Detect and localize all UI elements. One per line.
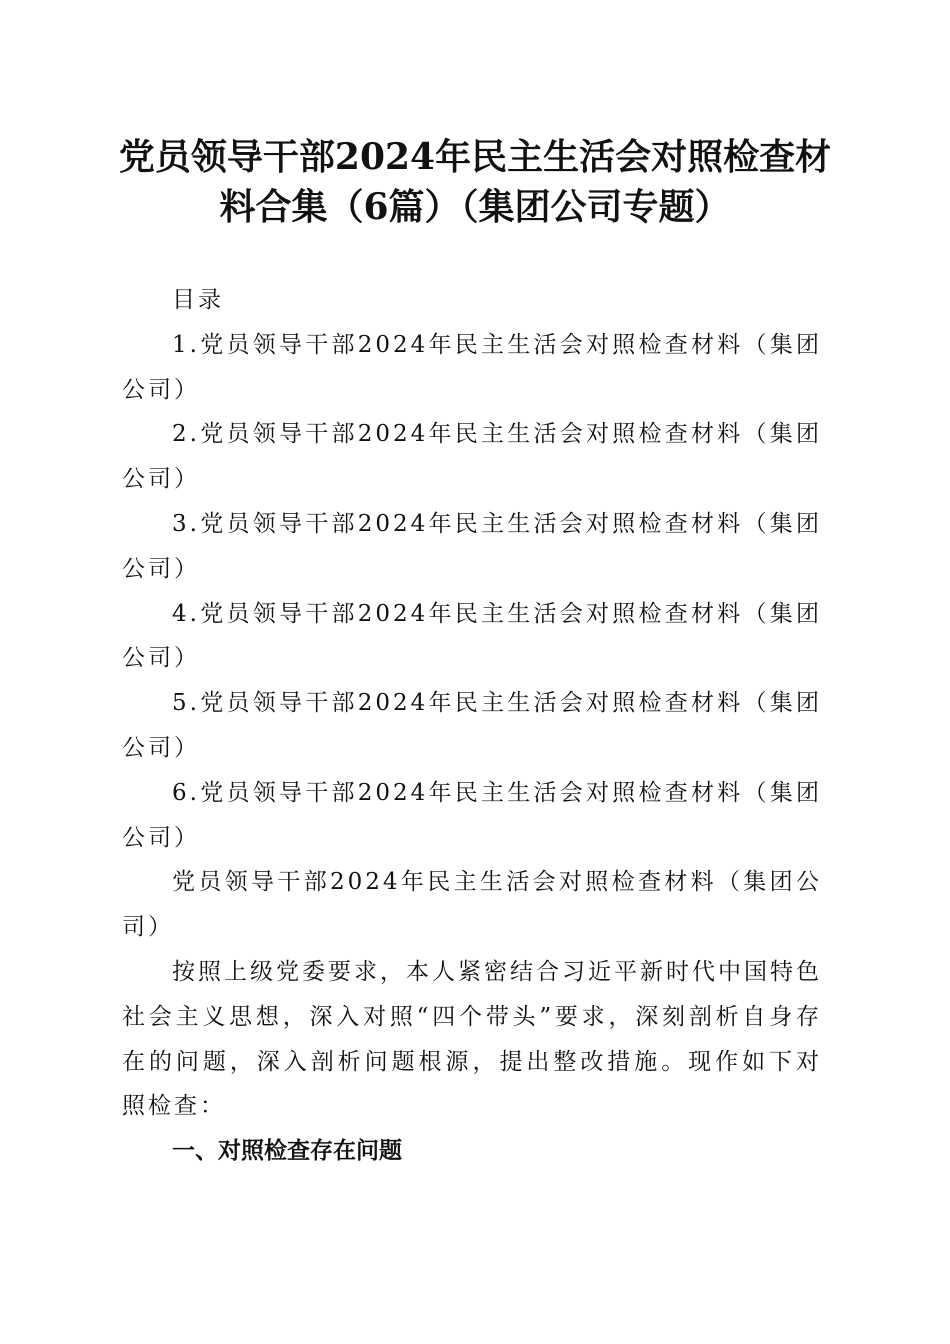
toc-item-4: 4.党员领导干部2024年民主生活会对照检查材料（集团公司） xyxy=(122,600,822,672)
document-title: 党员领导干部2024年民主生活会对照检查材料合集（6篇）（集团公司专题） xyxy=(118,136,832,228)
toc-item-1: 1.党员领导干部2024年民主生活会对照检查材料（集团公司） xyxy=(122,331,822,403)
toc-item-2: 2.党员领导干部2024年民主生活会对照检查材料（集团公司） xyxy=(122,421,822,493)
heading-level-1: 一、对照检查存在问题 xyxy=(172,1138,402,1165)
intro-paragraph: 按照上级党委要求，本人紧密结合习近平新时代中国特色社会主义思想，深入对照“四个带头”要求，深刻剖析自身存在的问题，深入剖析问题根源，提出整改措施。现作如下对照检查： xyxy=(122,958,822,1120)
toc-heading: 目录 xyxy=(172,287,224,313)
section-title: 党员领导干部2024年民主生活会对照检查材料（集团公司） xyxy=(122,869,822,941)
toc-item-3: 3.党员领导干部2024年民主生活会对照检查材料（集团公司） xyxy=(122,510,822,582)
toc-item-5: 5.党员领导干部2024年民主生活会对照检查材料（集团公司） xyxy=(122,690,822,761)
document-body xyxy=(122,278,822,1174)
toc-item-6: 6.党员领导干部2024年民主生活会对照检查材料（集团公司） xyxy=(122,779,822,851)
